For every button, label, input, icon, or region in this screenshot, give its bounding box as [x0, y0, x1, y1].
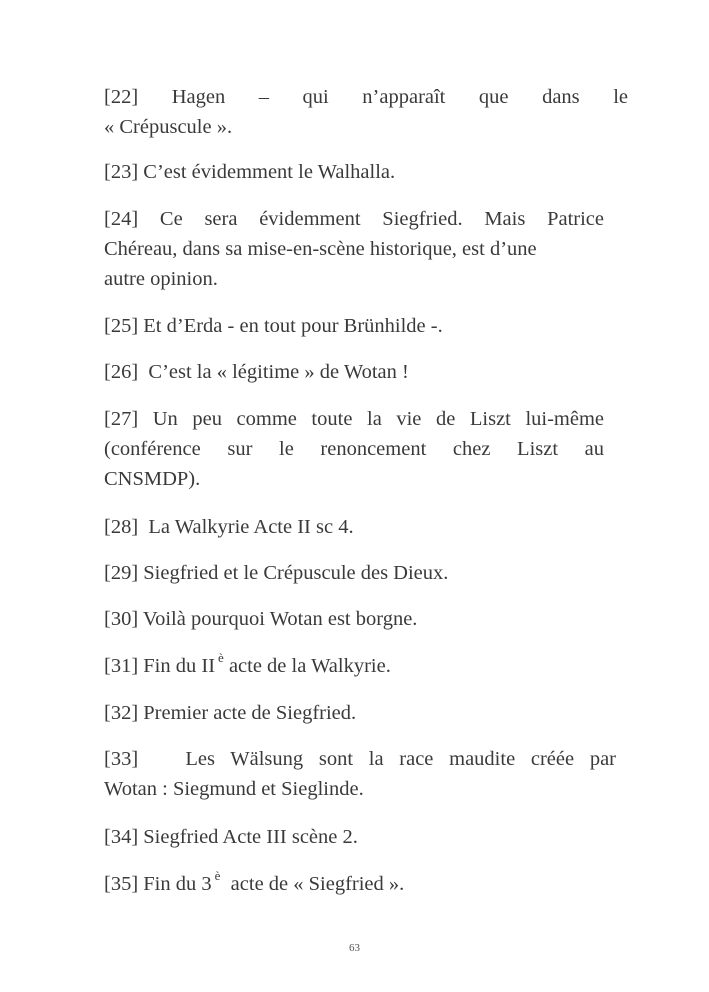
endnote-line — [104, 604, 417, 634]
endnote-text: Fin du 3 — [143, 873, 212, 895]
endnote-line — [104, 404, 604, 434]
endnote-text: Les Wälsung sont la race maudite créée par — [185, 748, 617, 770]
endnote-line: autre opinion. — [104, 268, 218, 290]
endnote-line: CNSMDP). — [104, 468, 201, 490]
endnote-text: Un peu comme toute la vie de Liszt lui-même — [152, 408, 605, 430]
endnote-number: [32] — [104, 702, 139, 724]
endnote-line: « Crépuscule ». — [104, 116, 233, 138]
endnote-line — [104, 744, 616, 774]
endnote-text: Hagen – qui n’apparaît que dans le — [171, 86, 628, 108]
endnote-number: [29] — [104, 562, 139, 584]
endnote-29 — [104, 558, 448, 588]
endnote-text: Siegfried Acte III scène 2. — [143, 826, 358, 848]
endnote-34 — [104, 822, 358, 852]
page-number: 63 — [349, 942, 360, 954]
endnote-number: [26] — [104, 361, 139, 383]
endnote-number: [33] — [104, 748, 139, 770]
endnote-number: [27] — [104, 408, 139, 430]
endnote-23 — [104, 157, 395, 187]
endnote-line — [104, 698, 356, 728]
endnote-line — [104, 204, 604, 234]
endnote-line: (conférence sur le renoncement chez Liszt au — [104, 438, 604, 460]
endnote-number: [24] — [104, 208, 139, 230]
endnote-number: [30] — [104, 608, 139, 630]
endnote-33 — [104, 744, 616, 804]
endnote-32 — [104, 698, 356, 728]
endnote-text: Voilà pourquoi Wotan est borgne. — [142, 608, 418, 630]
endnote-line: Wotan : Siegmund et Sieglinde. — [104, 778, 364, 800]
endnote-text: La Walkyrie Acte II sc 4. — [148, 516, 354, 538]
endnote-text: C’est évidemment le Walhalla. — [143, 161, 396, 183]
endnote-number: [35] — [104, 873, 139, 895]
endnote-26 — [104, 357, 409, 387]
endnote-line — [104, 82, 628, 112]
endnote-text: Et d’Erda - en tout pour Brünhilde -. — [143, 315, 443, 337]
endnote-text: acte de la Walkyrie. — [228, 655, 391, 677]
endnote-28 — [104, 512, 354, 542]
endnote-line — [104, 822, 358, 852]
endnote-number: [34] — [104, 826, 139, 848]
endnote-22 — [104, 82, 628, 142]
endnote-text: Siegfried et le Crépuscule des Dieux. — [143, 562, 449, 584]
endnote-line — [104, 311, 443, 341]
endnote-text: C’est la « légitime » de Wotan ! — [148, 361, 409, 383]
endnote-line: Chéreau, dans sa mise-en-scène historique, est d’une — [104, 238, 537, 260]
endnote-30 — [104, 604, 417, 634]
endnote-27 — [104, 404, 604, 494]
endnote-24 — [104, 204, 604, 294]
endnote-text: Fin du II — [143, 655, 216, 677]
endnote-line — [104, 558, 448, 588]
endnote-line — [104, 157, 395, 187]
endnote-35 — [104, 869, 404, 901]
endnote-text: acte de « Siegfried ». — [230, 873, 405, 895]
superscript: è — [218, 650, 224, 665]
endnote-number: [23] — [104, 161, 139, 183]
endnote-line — [104, 512, 354, 542]
endnote-number: [22] — [104, 86, 139, 108]
endnote-line — [104, 869, 404, 901]
endnote-number: [28] — [104, 516, 139, 538]
endnote-number: [31] — [104, 655, 139, 677]
endnote-line — [104, 357, 409, 387]
endnote-31 — [104, 651, 391, 683]
endnote-line — [104, 651, 391, 683]
endnote-number: [25] — [104, 315, 139, 337]
superscript: è — [214, 868, 221, 883]
endnote-text: Ce sera évidemment Siegfried. Mais Patrice — [159, 208, 604, 230]
endnote-text: Premier acte de Siegfried. — [143, 702, 357, 724]
endnote-25 — [104, 311, 443, 341]
